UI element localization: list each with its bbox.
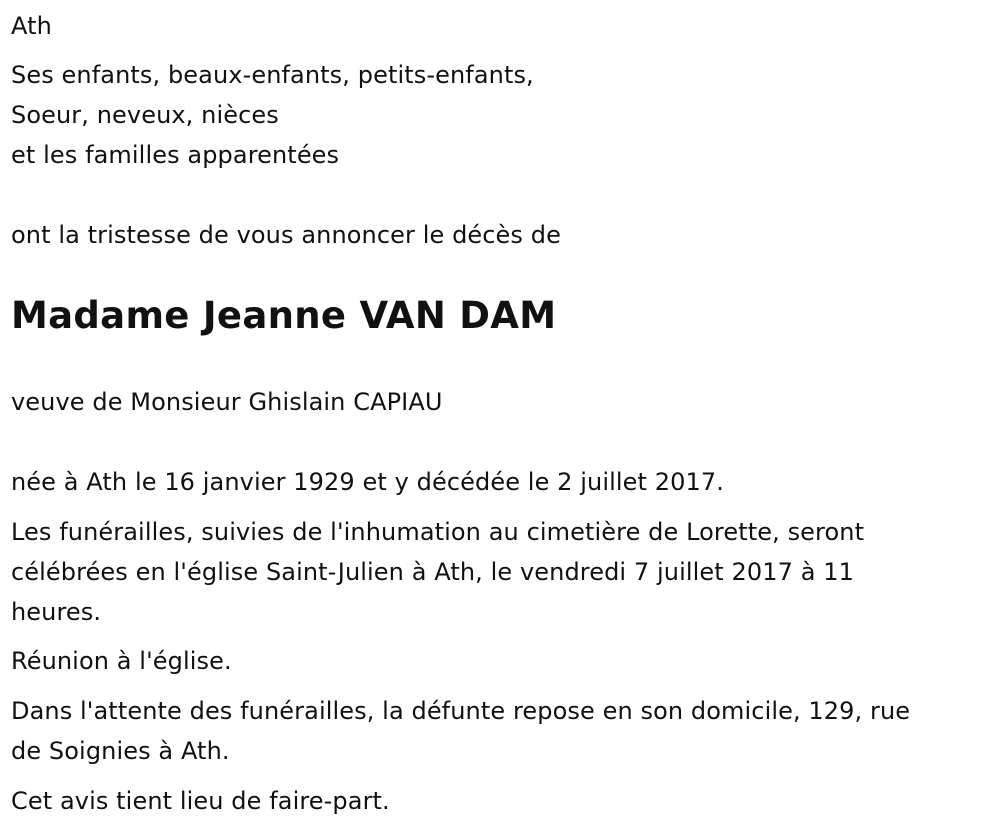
- family-line-2: Soeur, neveux, nièces: [11, 101, 279, 129]
- family-line-1: Ses enfants, beaux-enfants, petits-enfants,: [11, 61, 534, 89]
- birth-death-text: née à Ath le 16 janvier 1929 et y décédée le 2 juillet 2017.: [11, 468, 724, 496]
- family-line-3: et les familles apparentées: [11, 141, 340, 169]
- deceased-name: Madame Jeanne VAN DAM: [11, 294, 557, 337]
- resting-line-1: Dans l'attente des funérailles, la défunte repose en son domicile, 129, rue: [11, 697, 911, 725]
- location-text: Ath: [11, 12, 52, 40]
- meeting-text: Réunion à l'église.: [11, 647, 232, 675]
- funeral-line-2: célébrées en l'église Saint-Julien à Ath, le vendredi 7 juillet 2017 à 11: [11, 558, 854, 586]
- funeral-line-1: Les funérailles, suivies de l'inhumation au cimetière de Lorette, seront: [11, 518, 865, 546]
- announcement-text: ont la tristesse de vous annoncer le décès de: [11, 221, 561, 249]
- funeral-line-3: heures.: [11, 598, 102, 626]
- resting-line-2: de Soignies à Ath.: [11, 737, 230, 765]
- spouse-text: veuve de Monsieur Ghislain CAPIAU: [11, 388, 443, 416]
- closing-text: Cet avis tient lieu de faire-part.: [11, 787, 390, 815]
